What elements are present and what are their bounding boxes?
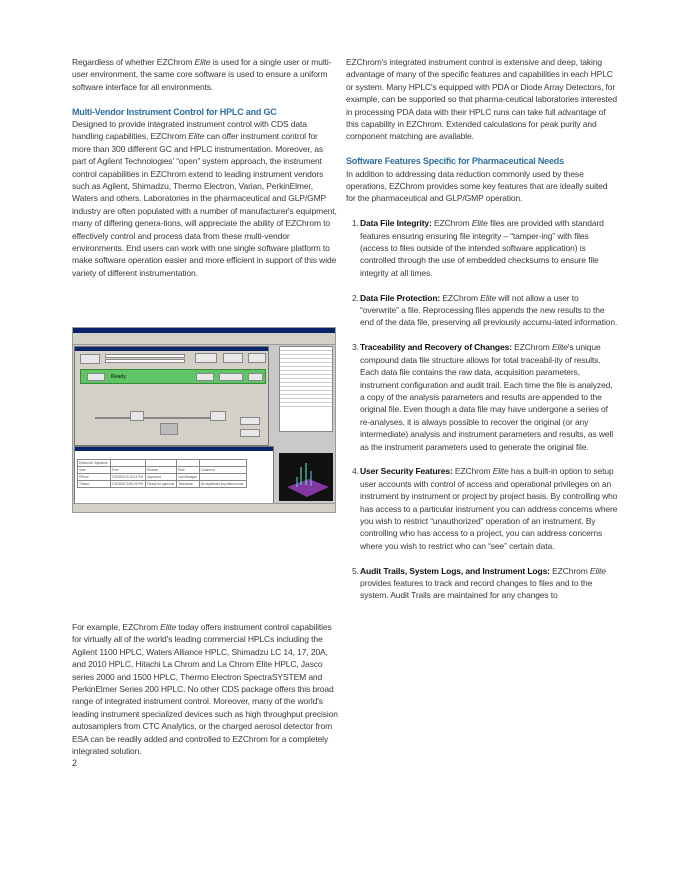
intro-paragraph (72, 56, 338, 93)
text: EZChrom (452, 466, 493, 477)
text: files are provided with standard features ensuring ensuring file integrity – “tamper-ing” with files (access to files outside of the intended software application) is controlled through the use of embedded checksums to ensure file integrity at all times. (360, 218, 604, 278)
product-name: Elite (492, 466, 509, 477)
item-title: User Security Features: (360, 466, 453, 477)
item-number: 3. (352, 342, 359, 353)
item-number: 2. (352, 292, 359, 303)
item-number: 5. (352, 565, 359, 576)
product-name: Elite (589, 565, 606, 576)
text: EZChrom (549, 565, 590, 576)
signature-table (77, 459, 247, 488)
text: today offers instrument control capabilities for virtually all of the world's leading commercial HPLCs including the Agilent 1100 HPLC, Waters Alliance HPLC, Shimadzu LC 14, 17, 20A, and 2010 HPLC, Hitachi La Chrom and La Chrom Elite HPLC, Jasco series 2000 and 1500 HPLC, Thermo Electron SpectraSYSTEM and PerkinElmer Series 200 HPLC. No other CDS package offers this broad range of integrated instrument control. Moreover, many of the world's leading instrument specialized devices such as high throughput precision autosamplers from CTC Analytics, or the charged aerosol detector from ESA can be readily added and controlled to EZChrom for a completely integrated solution. (72, 622, 338, 757)
product-name: Elite (471, 218, 488, 229)
intro-paragraph: EZChrom's integrated instrument control is extensive and deep, taking advantage of many of the specific features and capabilities in each HPLC or system. Many HPLC's equipped with PDA or Diode Array Detectors, for example, can be supported so that pharma-ceutical laboratories interested in processing PDA data with their HPLC runs can take full advantage of this capability in EZChrom. Extended calculations for peak purity and component matching are available. (346, 57, 617, 142)
software-screenshot (72, 327, 336, 513)
cell: Electronic Signature (78, 460, 111, 467)
toolbar (73, 337, 335, 345)
body-paragraph (72, 118, 338, 279)
list-item (346, 217, 618, 279)
list-item (346, 565, 618, 602)
item-title: Data File Protection: (360, 292, 441, 303)
item-number: 1. (352, 218, 359, 229)
cell: 7/30/2002 6:15:12 PM (110, 474, 146, 481)
list-item (346, 292, 618, 329)
cell (199, 474, 246, 481)
header-cell: Role (177, 467, 200, 474)
section-heading: Multi-Vendor Instrument Control for HPLC and GC (72, 106, 277, 117)
text: EZChrom (440, 292, 481, 303)
cell: TMasci (78, 481, 111, 488)
taskbar (73, 503, 335, 512)
product-name: Elite (160, 622, 177, 632)
list-item (346, 341, 618, 453)
body-paragraph: In addition to addressing data reduction commonly used by these operations, EZChrom provides some key features that are ideally suited for the pharmaceutical and GLP/GMP operation. (346, 168, 608, 204)
item-title: Data File Integrity: (360, 218, 432, 229)
3d-spectrum-plot (279, 453, 333, 501)
cell: Technician (177, 481, 200, 488)
text: EZChrom (431, 218, 472, 229)
text: For example, EZChrom (72, 622, 161, 632)
header-cell: Reason (146, 467, 177, 474)
text: provides features to track and record changes to files and to the system. Audit Trails are maintained for any changes to (360, 577, 593, 601)
cell: Ready for approval (146, 481, 177, 488)
table-row (78, 481, 247, 488)
sequence-grid (279, 346, 333, 432)
status-panel (80, 369, 266, 384)
text: 's unique compound data file structure allows for total traceabil-ity of results. Each data file contains the raw data, acquisition parameters, instrument configuration and audit trail. Each time the file is analyzed, a copy of the analysis parameters and results are appended to the original file. Even though a data file may have undergone a series of re-analyses, it is always possible to recover the original (or any intermediate) analysis and instrument parameters and results, as well as the instrument parameters used to generate the original file. (360, 342, 613, 452)
item-title: Audit Trails, System Logs, and Instrument Logs: (360, 565, 550, 576)
header-cell: User (78, 467, 111, 474)
product-name: Elite (188, 131, 205, 142)
text: is used for a single user or multi-user environment, the same core software is used to ensure a uniform software interface for all environments. (72, 57, 332, 92)
page-number: 2 (72, 758, 78, 768)
header-cell: Time (110, 467, 146, 474)
feature-list (346, 217, 618, 602)
product-name: Elite (480, 292, 497, 303)
text: has a built-in option to setup user accounts with control of access and operational privileges on an instrument by instrument or project by project basis. By controlling who has access to a particular instrument you can address concerns where you wish to restrict “unauthorized” operation of an instrument. By controlling who has access to a project, you can address concerns where you wish to restrict who can “see” certain data. (360, 466, 618, 551)
product-name: Elite (194, 57, 211, 67)
cell: DPlore (78, 474, 111, 481)
product-name: Elite (551, 342, 568, 353)
list-item (346, 465, 618, 552)
audit-window (74, 446, 274, 504)
item-number: 4. (352, 466, 359, 477)
text: Regardless of whether EZChrom (72, 57, 195, 67)
text: will not allow a user to “overwrite” a file. Reprocessing files appends the new results to the end of the data file, preserving all previously accumu-lated information. (360, 292, 618, 328)
text: can offer instrument control for more than 300 different GC and HPLC instrumentation. Moreover, as part of Agilent Technologies' “open” system approach, the instrument control capabilities in EZChrom extend to leading instrument vendors such as Agilent, Shimadzu, Thermo Electron, Varian, PerkinElmer, Waters and others. Laboratories in the pharmaceutical and GLP/GMP industry are often populated with a number of manufacturer's equipment, many of differing genera-tions, will appreciate the ability of EZChrom to effectively control and process data from these multi-vendor environments. End users can work with one single software platform to make software operation easier and more efficient in support of this wide variety of different instrumentation. (72, 131, 337, 278)
section-heading: Software Features Specific for Pharmaceutical Needs (346, 156, 564, 167)
cell: Approved (146, 474, 177, 481)
header-cell: Comment (199, 467, 246, 474)
text: EZChrom (511, 342, 552, 353)
right-column (346, 56, 618, 614)
lower-paragraph (72, 621, 340, 757)
status-ready: Ready (111, 374, 127, 380)
instrument-window (74, 346, 269, 446)
text: Designed to provide integrated instrument control with CDS data handling capabilities, EZChrom (72, 119, 307, 142)
cell: 7/30/2002 5:59:29 PM (110, 481, 146, 488)
left-column (72, 56, 338, 292)
cell: No significant impurities found (199, 481, 246, 488)
item-title: Traceability and Recovery of Changes: (360, 342, 512, 353)
cell: Lab Manager (177, 474, 200, 481)
table-row (78, 474, 247, 481)
spectrum-graphic (279, 453, 333, 501)
